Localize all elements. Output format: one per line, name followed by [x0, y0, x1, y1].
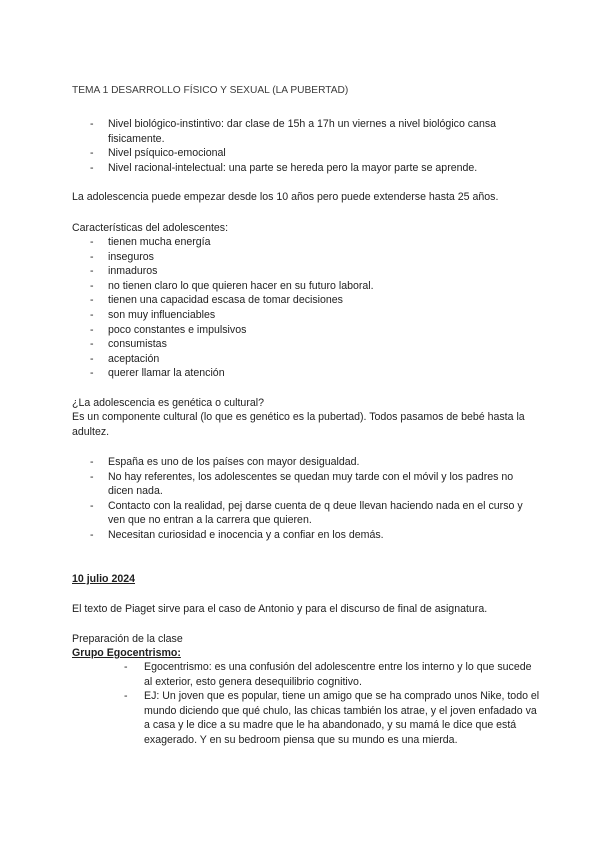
list-item: - Egocentrismo: es una confusión del adolescentre entre los interno y lo que sucede al exterior, esto genera desequilibrio cognitivo.	[72, 660, 540, 689]
list-item: - No hay referentes, los adolescentes se quedan muy tarde con el móvil y los padres no dicen nada.	[72, 470, 540, 499]
list-item: - consumistas	[72, 337, 540, 352]
list-item: - aceptación	[72, 352, 540, 367]
group-heading: Grupo Egocentrismo:	[72, 647, 181, 659]
points-list	[72, 455, 540, 543]
list-item: - Nivel psíquico-emocional	[72, 146, 540, 161]
list-item: - querer llamar la atención	[72, 366, 540, 381]
list-item: - Nivel biológico-instintivo: dar clase de 15h a 17h un viernes a nivel biológico cansa fisicamente.	[72, 117, 540, 146]
list-item: - EJ: Un joven que es popular, tiene un amigo que se ha comprado unos Nike, todo el mundo diciendo que qué chulo, las chicas también los atrae, y el joven enfadado va a casa y le dice a su madre que le ha abandonado, y su mamá le dice que está exagerado. Y en su bedroom piensa que su mundo es una mierda.	[72, 689, 540, 747]
list-item: - poco constantes e impulsivos	[72, 323, 540, 338]
list-item: - no tienen claro lo que quieren hacer en su futuro laboral.	[72, 279, 540, 294]
list-item: - España es uno de los países con mayor desigualdad.	[72, 455, 540, 470]
page-title: TEMA 1 DESARROLLO FÍSICO Y SEXUAL (LA PUBERTAD)	[72, 85, 349, 96]
prep-heading: Preparación de la clase	[72, 633, 183, 645]
characteristics-heading: Características del adolescentes:	[72, 222, 229, 234]
group-list	[72, 660, 540, 748]
date-heading: 10 julio 2024	[72, 573, 136, 585]
characteristics-list	[72, 235, 540, 381]
piaget-paragraph: El texto de Piaget sirve para el caso de Antonio y para el discurso de final de asignatura.	[72, 603, 488, 615]
list-item: - Nivel racional-intelectual: una parte se hereda pero la mayor parte se aprende.	[72, 161, 540, 176]
answer-paragraph: Es un componente cultural (lo que es genético es la pubertad). Todos pasamos de bebé hasta la adultez.	[72, 411, 525, 438]
levels-list	[72, 117, 540, 175]
list-item: - tienen una capacidad escasa de tomar decisiones	[72, 293, 540, 308]
list-item: - son muy influenciables	[72, 308, 540, 323]
list-item: - inmaduros	[72, 264, 540, 279]
list-item: - Necesitan curiosidad e inocencia y a confiar en los demás.	[72, 528, 540, 543]
list-item: - inseguros	[72, 250, 540, 265]
list-item: - tienen mucha energía	[72, 235, 540, 250]
list-item: - Contacto con la realidad, pej darse cuenta de q deue llevan haciendo nada en el curso y ven que no entran a la carrera que quieren.	[72, 499, 540, 528]
age-paragraph: La adolescencia puede empezar desde los 10 años pero puede extenderse hasta 25 años.	[72, 191, 499, 203]
question-line: ¿La adolescencia es genética o cultural?	[72, 397, 264, 409]
